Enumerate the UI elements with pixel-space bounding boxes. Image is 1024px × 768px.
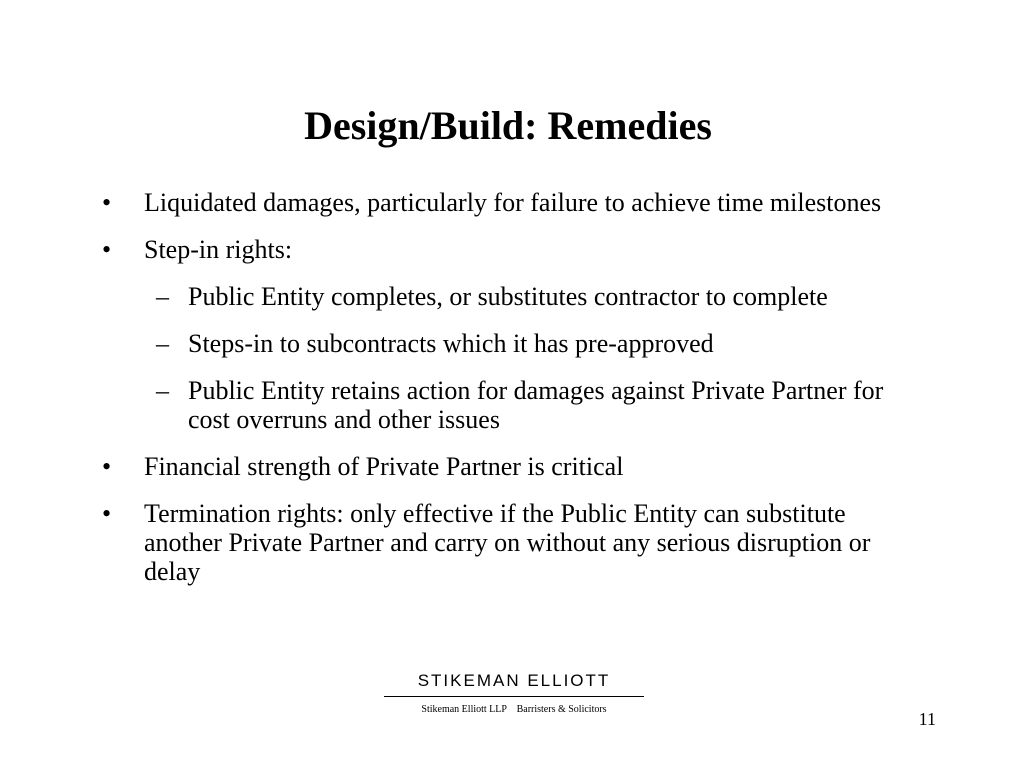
bullet-text: Financial strength of Private Partner is critical [144, 452, 624, 481]
sub-bullet-text: Public Entity retains action for damages against Private Partner for cost overruns and other issues [188, 376, 884, 434]
bullet-marker: • [102, 235, 112, 264]
bullet-item-step-in-rights [0, 235, 904, 264]
firm-logo: STIKEMAN ELLIOTT [417, 671, 611, 690]
sub-bullet-text: Steps-in to subcontracts which it has pre-approved [188, 329, 714, 358]
sub-bullet-marker: – [156, 329, 169, 358]
bullet-list [0, 188, 1024, 604]
sub-bullet-marker: – [156, 282, 169, 311]
sub-bullet-text: Public Entity completes, or substitutes contractor to complete [188, 282, 828, 311]
bullet-item-liquidated-damages [0, 188, 904, 217]
bullet-item-financial-strength [0, 452, 904, 481]
bullet-text: Step-in rights: [144, 235, 293, 264]
bullet-marker: • [102, 188, 112, 217]
bullet-marker: • [102, 499, 112, 528]
firm-footer-line: Stikeman Elliott LLP Barristers & Solicitors [421, 704, 607, 715]
sub-bullet-subcontracts [0, 329, 904, 358]
bullet-text: Termination rights: only effective if the Public Entity can substitute another Private Partner and carry on without any serious disruption or delay [144, 499, 871, 586]
bullet-text: Liquidated damages, particularly for failure to achieve time milestones [144, 188, 882, 217]
logo-divider [384, 696, 644, 697]
sub-bullet-retains-action [0, 376, 904, 434]
bullet-item-termination-rights [0, 499, 904, 586]
page-number: 11 [918, 709, 936, 729]
sub-bullet-marker: – [156, 376, 169, 405]
sub-bullet-public-entity-completes [0, 282, 904, 311]
slide-title: Design/Build: Remedies [304, 103, 712, 148]
bullet-marker: • [102, 452, 112, 481]
